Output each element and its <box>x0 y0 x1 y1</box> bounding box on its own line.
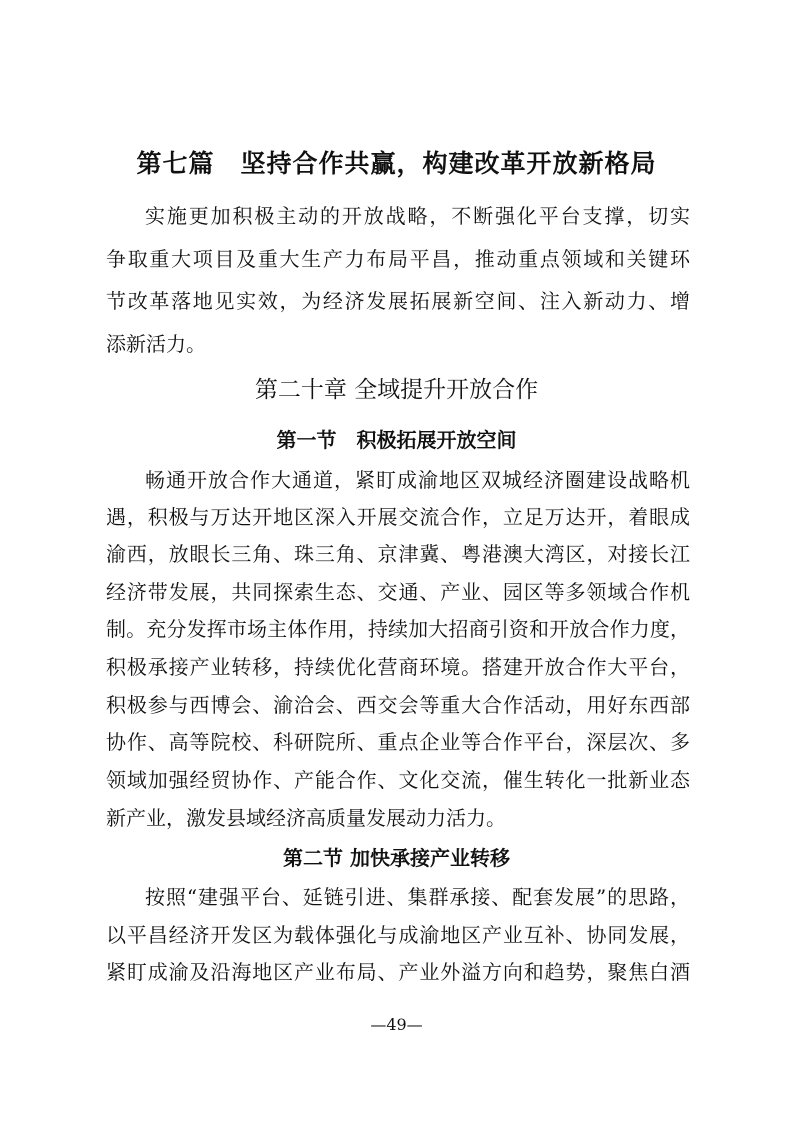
section-1-line-5: 制。充分发挥市场主体作用，持续加大招商引资和开放合作力度， <box>106 617 690 641</box>
intro-line-3: 节改革落地见实效，为经济发展拓展新空间、注入新动力、增 <box>106 289 690 313</box>
section-1-line-10: 新产业，激发县域经济高质量发展动力活力。 <box>106 806 506 830</box>
section-1-line-4: 经济带发展，共同探索生态、交通、产业、园区等多领域合作机 <box>106 580 690 604</box>
intro-line-2: 争取重大项目及重大生产力布局平昌，推动重点领域和关键环 <box>106 247 690 271</box>
section-1-line-8: 协作、高等院校、科研院所、重点企业等合作平台，深层次、多 <box>106 730 690 754</box>
part-title: 第七篇 坚持合作共赢，构建改革开放新格局 <box>136 149 657 178</box>
section-1-title: 第一节 积极拓展开放空间 <box>276 428 517 452</box>
section-1-line-9: 领域加强经贸协作、产能合作、文化交流，催生转化一批新业态 <box>106 768 690 792</box>
section-1-line-1: 畅通开放合作大通道，紧盯成渝地区双城经济圈建设战略机 <box>145 468 690 492</box>
section-1-line-2: 遇，积极与万达开地区深入开展交流合作，立足万达开，着眼成 <box>106 505 690 529</box>
section-1-line-7: 积极参与西博会、渝洽会、西交会等重大合作活动，用好东西部 <box>106 693 690 717</box>
section-1-line-3: 渝西，放眼长三角、珠三角、京津冀、粤港澳大湾区，对接长江 <box>106 542 690 566</box>
section-1-line-6: 积极承接产业转移，持续优化营商环境。搭建开放合作大平台， <box>106 655 690 679</box>
section-2-title: 第二节 加快承接产业转移 <box>283 846 510 870</box>
section-2-line-2: 以平昌经济开发区为载体强化与成渝地区产业互补、协同发展， <box>106 923 690 947</box>
page-number: —49— <box>370 1015 423 1034</box>
chapter-title: 第二十章 全域提升开放合作 <box>254 377 539 403</box>
section-2-line-3: 紧盯成渝及沿海地区产业布局、产业外溢方向和趋势，聚焦白酒 <box>106 960 690 984</box>
intro-line-1: 实施更加积极主动的开放战略，不断强化平台支撑，切实 <box>145 204 690 228</box>
section-2-line-1: 按照“建强平台、延链引进、集群承接、配套发展”的思路， <box>145 885 690 909</box>
intro-line-4: 添新活力。 <box>106 332 206 356</box>
